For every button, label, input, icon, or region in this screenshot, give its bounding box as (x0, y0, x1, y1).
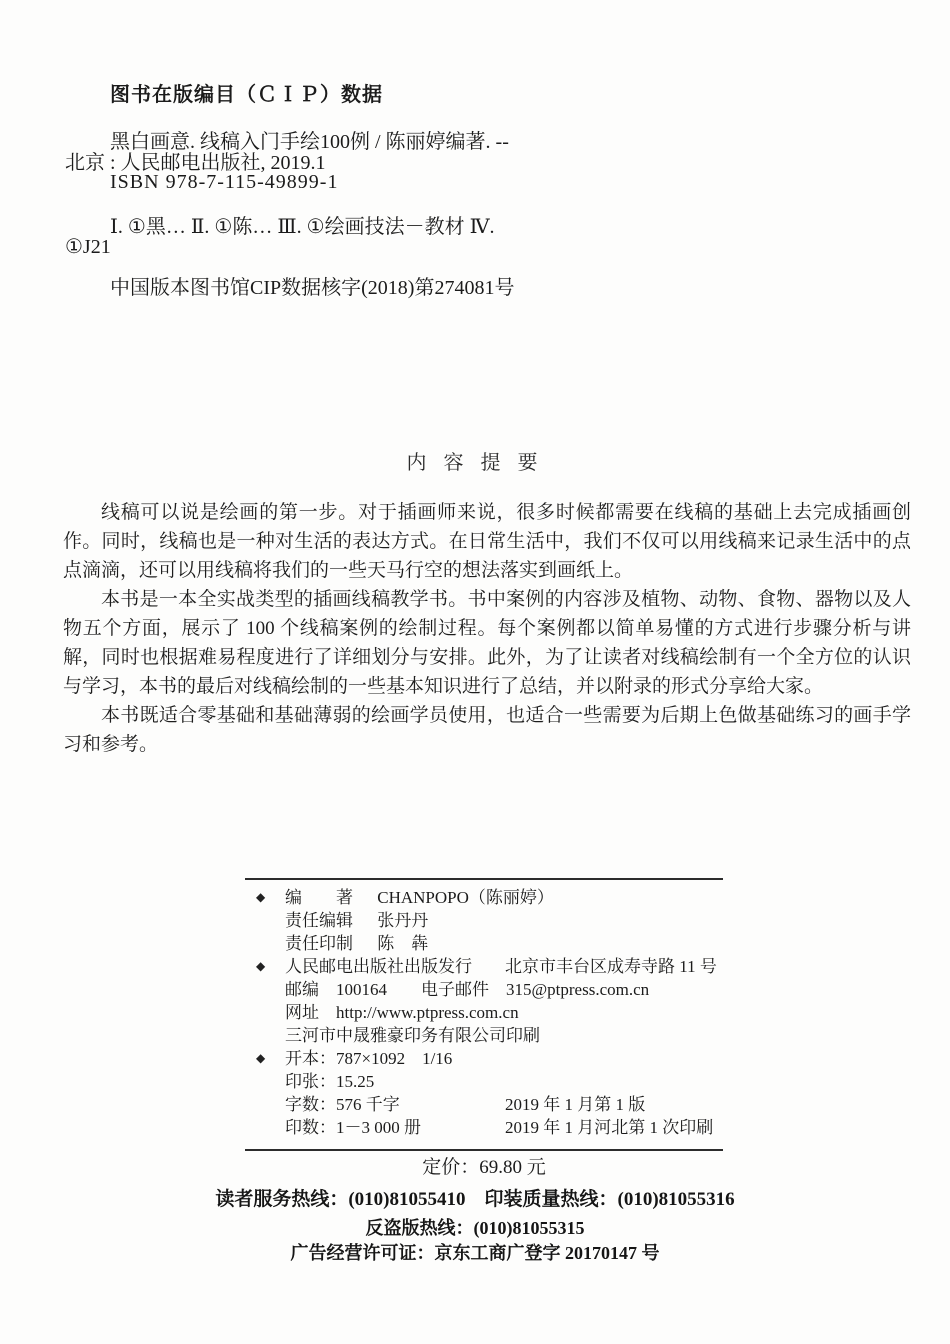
diamond-bullet-icon: ◆ (256, 959, 266, 973)
diamond-bullet-icon: ◆ (256, 1051, 266, 1065)
colophon-row-author (245, 886, 723, 909)
colophon-label: 三河市中晟雅豪印务有限公司印刷 (285, 1026, 540, 1045)
cip-header: 图书在版编目（ＣＩＰ）数据 (110, 82, 383, 106)
price-line: 定价：69.80 元 (422, 1157, 546, 1178)
cip-isbn-line: ISBN 978-7-115-49899-1 (110, 171, 339, 193)
cip-registry-line: 中国版本图书馆CIP数据核字(2018)第274081号 (110, 277, 515, 299)
colophon-label: 网址 http://www.ptpress.com.cn (285, 1003, 519, 1022)
colophon-value: CHANPOPO（陈丽婷） (377, 888, 554, 907)
colophon-row-format (245, 1047, 723, 1070)
colophon-row-print-supervisor (245, 932, 723, 955)
cip-classification-line: Ⅰ. ①黑… Ⅱ. ①陈… Ⅲ. ①绘画技法－教材 Ⅳ. (110, 216, 495, 238)
colophon-label: 印张：15.25 (285, 1072, 375, 1091)
reader-service-hotline: 读者服务热线：(010)81055410 印装质量热线：(010)81055316 (215, 1189, 735, 1210)
colophon-value: 陈 犇 (377, 934, 429, 953)
advertising-license: 广告经营许可证：京东工商广登字 20170147 号 (290, 1243, 660, 1263)
colophon-label: 印数：1－3 000 册 (285, 1118, 421, 1137)
colophon-impression: 2019 年 1 月河北第 1 次印刷 (505, 1118, 714, 1137)
anti-piracy-hotline: 反盗版热线：(010)81055315 (365, 1218, 585, 1238)
colophon-label: 责任编辑 (285, 911, 353, 930)
summary-paragraph-1: 线稿可以说是绘画的第一步。对于插画师来说，很多时候都需要在线稿的基础上去完成插画创作。同时，线稿也是一种对生活的表达方式。在日常生活中，我们不仅可以用线稿来记录生活中的点点滴滴，还可以用线稿将我们的一些天马行空的想法落实到画纸上。 (63, 502, 911, 581)
colophon-value: 张丹丹 (377, 911, 429, 930)
colophon-label: 责任印制 (285, 934, 353, 953)
cip-classification-code: ①J21 (65, 236, 111, 258)
colophon-label: 编 著 (285, 888, 353, 907)
colophon-row-sheets (245, 1070, 723, 1093)
colophon-address: 北京市丰台区成寿寺路 11 号 (505, 957, 717, 976)
colophon-edition: 2019 年 1 月第 1 版 (505, 1095, 646, 1114)
cip-publisher-line: 北京 : 人民邮电出版社, 2019.1 (65, 152, 326, 174)
colophon-row-publisher (245, 955, 723, 978)
diamond-bullet-icon: ◆ (256, 890, 266, 904)
colophon-row-postcode-email (245, 978, 723, 1001)
colophon-row-printrun-impression (245, 1116, 723, 1139)
summary-title: 内 容 提 要 (406, 452, 544, 474)
summary-paragraph-2: 本书是一本全实战类型的插画线稿教学书。书中案例的内容涉及植物、动物、食物、器物以及人物五个方面，展示了 100 个线稿案例的绘制过程。每个案例都以简单易懂的方式进行步骤分析与讲解，同时也根据难易程度进行了详细划分与安排。此外，为了让读者对线稿绘制有一个全方位的认识与学习，本书的最后对线稿绘制的一些基本知识进行了总结，并以附录的形式分享给大家。 (63, 589, 911, 697)
colophon-row-website (245, 1001, 723, 1024)
colophon-label: 人民邮电出版社出版发行 (285, 957, 472, 976)
colophon-row-printer (245, 1024, 723, 1047)
colophon-block (245, 878, 723, 1151)
colophon-label: 开本：787×1092 1/16 (285, 1049, 453, 1068)
summary-body (63, 498, 911, 759)
cip-title-line: 黑白画意. 线稿入门手绘100例 / 陈丽婷编著. -- (110, 131, 509, 153)
colophon-label: 字数：576 千字 (285, 1095, 400, 1114)
colophon-label: 邮编 100164 电子邮件 315@ptpress.com.cn (285, 980, 650, 999)
colophon-row-wordcount-edition (245, 1093, 723, 1116)
colophon-row-editor (245, 909, 723, 932)
summary-paragraph-3: 本书既适合零基础和基础薄弱的绘画学员使用，也适合一些需要为后期上色做基础练习的画手学习和参考。 (63, 705, 911, 755)
